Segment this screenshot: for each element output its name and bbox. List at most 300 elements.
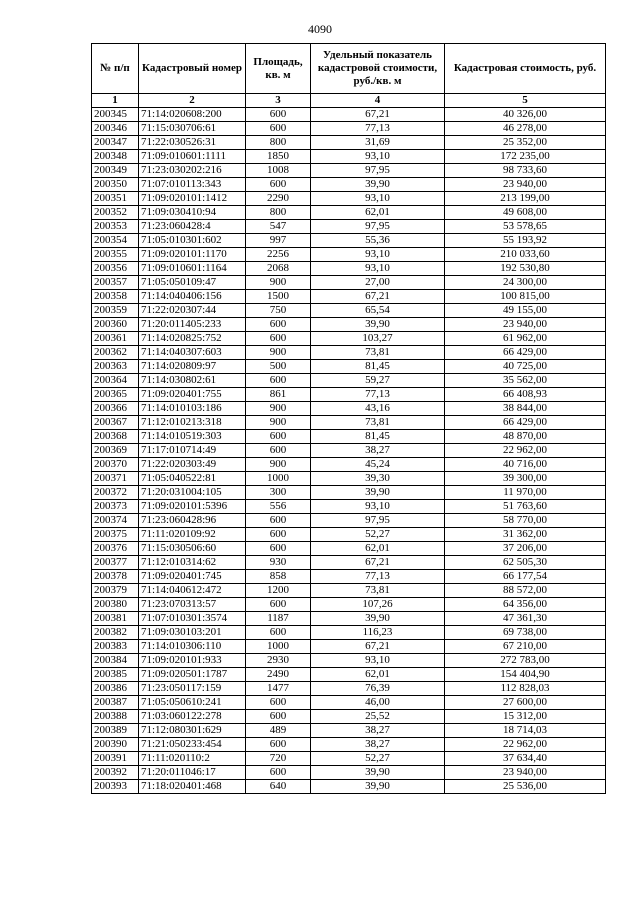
specific-value: 93,10 (311, 654, 445, 668)
area: 600 (246, 444, 311, 458)
specific-value: 39,90 (311, 318, 445, 332)
specific-value: 67,21 (311, 108, 445, 122)
cadastral-value: 35 562,00 (445, 374, 606, 388)
table-row (92, 500, 606, 514)
specific-value: 43,16 (311, 402, 445, 416)
area: 489 (246, 724, 311, 738)
table-body (92, 94, 606, 794)
table-row (92, 430, 606, 444)
cadastral-value: 22 962,00 (445, 738, 606, 752)
cadastral-value: 112 828,03 (445, 682, 606, 696)
table-row (92, 556, 606, 570)
column-number: 3 (246, 94, 311, 108)
area: 1850 (246, 150, 311, 164)
table-row (92, 262, 606, 276)
row-number: 200349 (92, 164, 139, 178)
row-number: 200365 (92, 388, 139, 402)
area: 600 (246, 626, 311, 640)
table-row (92, 276, 606, 290)
cadastral-value: 39 300,00 (445, 472, 606, 486)
row-number: 200377 (92, 556, 139, 570)
area: 600 (246, 528, 311, 542)
cadastral-value: 67 210,00 (445, 640, 606, 654)
cadastral-number: 71:12:010213:318 (139, 416, 246, 430)
header-cadastral-value: Кадастровая стоимость, руб. (445, 44, 606, 94)
column-number: 1 (92, 94, 139, 108)
cadastral-value: 49 155,00 (445, 304, 606, 318)
cadastral-number: 71:22:020303:49 (139, 458, 246, 472)
table-row (92, 122, 606, 136)
cadastral-number: 71:05:040522:81 (139, 472, 246, 486)
area: 600 (246, 108, 311, 122)
specific-value: 116,23 (311, 626, 445, 640)
table-row (92, 346, 606, 360)
area: 1500 (246, 290, 311, 304)
row-number: 200355 (92, 248, 139, 262)
cadastral-number: 71:09:010601:1111 (139, 150, 246, 164)
cadastral-number: 71:14:010103:186 (139, 402, 246, 416)
area: 600 (246, 542, 311, 556)
column-number: 4 (311, 94, 445, 108)
cadastral-value: 25 536,00 (445, 780, 606, 794)
cadastral-value: 23 940,00 (445, 766, 606, 780)
cadastral-number: 71:14:030802:61 (139, 374, 246, 388)
cadastral-value: 47 361,30 (445, 612, 606, 626)
specific-value: 93,10 (311, 248, 445, 262)
specific-value: 77,13 (311, 122, 445, 136)
row-number: 200390 (92, 738, 139, 752)
cadastral-value: 48 870,00 (445, 430, 606, 444)
row-number: 200366 (92, 402, 139, 416)
page-number: 4090 (308, 22, 332, 36)
cadastral-number: 71:23:070313:57 (139, 598, 246, 612)
column-number: 2 (139, 94, 246, 108)
row-number: 200378 (92, 570, 139, 584)
cadastral-number: 71:14:020825:752 (139, 332, 246, 346)
cadastral-number: 71:05:010301:602 (139, 234, 246, 248)
specific-value: 76,39 (311, 682, 445, 696)
cadastral-number: 71:14:040406:156 (139, 290, 246, 304)
cadastral-value: 23 940,00 (445, 318, 606, 332)
row-number: 200371 (92, 472, 139, 486)
area: 2256 (246, 248, 311, 262)
cadastral-number: 71:12:010314:62 (139, 556, 246, 570)
row-number: 200381 (92, 612, 139, 626)
table-row (92, 472, 606, 486)
cadastral-number: 71:07:010113:343 (139, 178, 246, 192)
area: 500 (246, 360, 311, 374)
cadastral-value: 192 530,80 (445, 262, 606, 276)
area: 997 (246, 234, 311, 248)
area: 800 (246, 136, 311, 150)
cadastral-value: 64 356,00 (445, 598, 606, 612)
cadastral-number: 71:17:010714:49 (139, 444, 246, 458)
cadastral-value: 53 578,65 (445, 220, 606, 234)
cadastral-value: 69 738,00 (445, 626, 606, 640)
row-number: 200367 (92, 416, 139, 430)
specific-value: 39,90 (311, 178, 445, 192)
table-row (92, 374, 606, 388)
row-number: 200385 (92, 668, 139, 682)
cadastral-value: 100 815,00 (445, 290, 606, 304)
cadastral-value: 51 763,60 (445, 500, 606, 514)
area: 600 (246, 696, 311, 710)
specific-value: 73,81 (311, 346, 445, 360)
table-row (92, 220, 606, 234)
area: 600 (246, 332, 311, 346)
specific-value: 107,26 (311, 598, 445, 612)
specific-value: 39,90 (311, 486, 445, 500)
specific-value: 38,27 (311, 738, 445, 752)
area: 1200 (246, 584, 311, 598)
row-number: 200360 (92, 318, 139, 332)
cadastral-number: 71:23:050117:159 (139, 682, 246, 696)
table-row (92, 150, 606, 164)
table-row (92, 458, 606, 472)
table-row (92, 416, 606, 430)
row-number: 200389 (92, 724, 139, 738)
area: 2068 (246, 262, 311, 276)
cadastral-number: 71:09:020101:1170 (139, 248, 246, 262)
row-number: 200392 (92, 766, 139, 780)
cadastral-value: 31 362,00 (445, 528, 606, 542)
cadastral-value: 154 404,90 (445, 668, 606, 682)
specific-value: 38,27 (311, 724, 445, 738)
cadastral-value: 172 235,00 (445, 150, 606, 164)
row-number: 200350 (92, 178, 139, 192)
cadastral-number: 71:09:020401:755 (139, 388, 246, 402)
cadastral-number: 71:14:010306:110 (139, 640, 246, 654)
specific-value: 55,36 (311, 234, 445, 248)
area: 800 (246, 206, 311, 220)
table-row (92, 696, 606, 710)
cadastral-value: 40 725,00 (445, 360, 606, 374)
area: 600 (246, 122, 311, 136)
area: 600 (246, 374, 311, 388)
table-row (92, 766, 606, 780)
specific-value: 93,10 (311, 500, 445, 514)
table-row (92, 234, 606, 248)
cadastral-number: 71:09:030410:94 (139, 206, 246, 220)
specific-value: 62,01 (311, 542, 445, 556)
table-row (92, 402, 606, 416)
specific-value: 39,90 (311, 612, 445, 626)
table-row (92, 738, 606, 752)
cadastral-value: 272 783,00 (445, 654, 606, 668)
area: 600 (246, 598, 311, 612)
cadastral-number: 71:22:030526:31 (139, 136, 246, 150)
specific-value: 65,54 (311, 304, 445, 318)
area: 547 (246, 220, 311, 234)
specific-value: 81,45 (311, 430, 445, 444)
area: 600 (246, 514, 311, 528)
area: 600 (246, 738, 311, 752)
table-row (92, 724, 606, 738)
area: 750 (246, 304, 311, 318)
row-number: 200370 (92, 458, 139, 472)
table-row (92, 710, 606, 724)
table-row (92, 668, 606, 682)
table-row (92, 332, 606, 346)
cadastral-value: 66 429,00 (445, 416, 606, 430)
specific-value: 103,27 (311, 332, 445, 346)
cadastral-value: 55 193,92 (445, 234, 606, 248)
area: 600 (246, 766, 311, 780)
header-specific-value: Удельный показатель кадастровой стоимости, руб./кв. м (311, 44, 445, 94)
cadastral-value: 37 634,40 (445, 752, 606, 766)
column-number-row (92, 94, 606, 108)
header-cadastral-number: Кадастровый номер (139, 44, 246, 94)
cadastral-value: 27 600,00 (445, 696, 606, 710)
cadastral-value: 98 733,60 (445, 164, 606, 178)
cadastral-number: 71:09:020401:745 (139, 570, 246, 584)
table-row (92, 612, 606, 626)
cadastral-number: 71:20:011046:17 (139, 766, 246, 780)
row-number: 200358 (92, 290, 139, 304)
cadastral-number: 71:09:020101:933 (139, 654, 246, 668)
table-row (92, 360, 606, 374)
cadastral-number: 71:20:011405:233 (139, 318, 246, 332)
row-number: 200393 (92, 780, 139, 794)
row-number: 200391 (92, 752, 139, 766)
area: 858 (246, 570, 311, 584)
cadastral-number: 71:23:060428:4 (139, 220, 246, 234)
cadastral-value: 22 962,00 (445, 444, 606, 458)
row-number: 200380 (92, 598, 139, 612)
row-number: 200368 (92, 430, 139, 444)
specific-value: 67,21 (311, 556, 445, 570)
table-row (92, 514, 606, 528)
row-number: 200353 (92, 220, 139, 234)
specific-value: 45,24 (311, 458, 445, 472)
cadastral-number: 71:09:020501:1787 (139, 668, 246, 682)
cadastral-value: 46 278,00 (445, 122, 606, 136)
cadastral-number: 71:14:020608:200 (139, 108, 246, 122)
header-area: Площадь, кв. м (246, 44, 311, 94)
specific-value: 77,13 (311, 388, 445, 402)
row-number: 200364 (92, 374, 139, 388)
row-number: 200354 (92, 234, 139, 248)
cadastral-number: 71:11:020110:2 (139, 752, 246, 766)
row-number: 200373 (92, 500, 139, 514)
cadastral-value: 38 844,00 (445, 402, 606, 416)
table-row (92, 598, 606, 612)
row-number: 200376 (92, 542, 139, 556)
row-number: 200379 (92, 584, 139, 598)
cadastral-number: 71:09:020101:1412 (139, 192, 246, 206)
cadastral-value: 58 770,00 (445, 514, 606, 528)
row-number: 200375 (92, 528, 139, 542)
table-row (92, 444, 606, 458)
specific-value: 67,21 (311, 640, 445, 654)
cadastral-number: 71:21:050233:454 (139, 738, 246, 752)
specific-value: 77,13 (311, 570, 445, 584)
specific-value: 93,10 (311, 150, 445, 164)
area: 600 (246, 178, 311, 192)
area: 900 (246, 416, 311, 430)
row-number: 200352 (92, 206, 139, 220)
area: 600 (246, 710, 311, 724)
specific-value: 73,81 (311, 584, 445, 598)
area: 600 (246, 318, 311, 332)
table-row (92, 290, 606, 304)
table-row (92, 388, 606, 402)
area: 930 (246, 556, 311, 570)
table-row (92, 542, 606, 556)
area: 2290 (246, 192, 311, 206)
row-number: 200369 (92, 444, 139, 458)
cadastral-number: 71:14:040612:472 (139, 584, 246, 598)
header-row (92, 44, 606, 94)
row-number: 200363 (92, 360, 139, 374)
area: 1008 (246, 164, 311, 178)
cadastral-table (91, 43, 606, 794)
specific-value: 39,30 (311, 472, 445, 486)
specific-value: 97,95 (311, 514, 445, 528)
table-row (92, 682, 606, 696)
specific-value: 31,69 (311, 136, 445, 150)
specific-value: 39,90 (311, 766, 445, 780)
cadastral-number: 71:18:020401:468 (139, 780, 246, 794)
cadastral-number: 71:05:050610:241 (139, 696, 246, 710)
specific-value: 38,27 (311, 444, 445, 458)
table-row (92, 164, 606, 178)
specific-value: 39,90 (311, 780, 445, 794)
area: 900 (246, 346, 311, 360)
cadastral-value: 40 716,00 (445, 458, 606, 472)
header-number: № п/п (92, 44, 139, 94)
cadastral-value: 23 940,00 (445, 178, 606, 192)
area: 720 (246, 752, 311, 766)
cadastral-value: 66 429,00 (445, 346, 606, 360)
specific-value: 25,52 (311, 710, 445, 724)
specific-value: 93,10 (311, 262, 445, 276)
cadastral-number: 71:09:010601:1164 (139, 262, 246, 276)
area: 1000 (246, 640, 311, 654)
row-number: 200348 (92, 150, 139, 164)
area: 300 (246, 486, 311, 500)
row-number: 200384 (92, 654, 139, 668)
row-number: 200351 (92, 192, 139, 206)
cadastral-number: 71:09:030103:201 (139, 626, 246, 640)
table-row (92, 486, 606, 500)
table-row (92, 304, 606, 318)
specific-value: 62,01 (311, 668, 445, 682)
area: 861 (246, 388, 311, 402)
cadastral-value: 213 199,00 (445, 192, 606, 206)
cadastral-value: 62 505,30 (445, 556, 606, 570)
area: 600 (246, 430, 311, 444)
area: 1187 (246, 612, 311, 626)
cadastral-value: 25 352,00 (445, 136, 606, 150)
cadastral-value: 88 572,00 (445, 584, 606, 598)
cadastral-value: 15 312,00 (445, 710, 606, 724)
cadastral-number: 71:15:030506:60 (139, 542, 246, 556)
row-number: 200387 (92, 696, 139, 710)
cadastral-number: 71:09:020101:5396 (139, 500, 246, 514)
row-number: 200383 (92, 640, 139, 654)
specific-value: 27,00 (311, 276, 445, 290)
cadastral-number: 71:20:031004:105 (139, 486, 246, 500)
cadastral-value: 66 177,54 (445, 570, 606, 584)
cadastral-value: 61 962,00 (445, 332, 606, 346)
cadastral-number: 71:23:030202:216 (139, 164, 246, 178)
cadastral-number: 71:14:040307:603 (139, 346, 246, 360)
table-row (92, 570, 606, 584)
table-row (92, 318, 606, 332)
table-row (92, 192, 606, 206)
cadastral-number: 71:15:030706:61 (139, 122, 246, 136)
table-row (92, 206, 606, 220)
row-number: 200347 (92, 136, 139, 150)
table-row (92, 248, 606, 262)
area: 2930 (246, 654, 311, 668)
cadastral-number: 71:23:060428:96 (139, 514, 246, 528)
cadastral-value: 40 326,00 (445, 108, 606, 122)
area: 556 (246, 500, 311, 514)
row-number: 200359 (92, 304, 139, 318)
specific-value: 81,45 (311, 360, 445, 374)
table-row (92, 528, 606, 542)
cadastral-number: 71:07:010301:3574 (139, 612, 246, 626)
specific-value: 46,00 (311, 696, 445, 710)
cadastral-number: 71:14:010519:303 (139, 430, 246, 444)
specific-value: 73,81 (311, 416, 445, 430)
row-number: 200374 (92, 514, 139, 528)
specific-value: 97,95 (311, 164, 445, 178)
specific-value: 93,10 (311, 192, 445, 206)
table-row (92, 780, 606, 794)
cadastral-number: 71:22:020307:44 (139, 304, 246, 318)
cadastral-number: 71:03:060122:278 (139, 710, 246, 724)
table-row (92, 752, 606, 766)
cadastral-value: 24 300,00 (445, 276, 606, 290)
cadastral-value: 66 408,93 (445, 388, 606, 402)
table-row (92, 178, 606, 192)
row-number: 200345 (92, 108, 139, 122)
cadastral-value: 11 970,00 (445, 486, 606, 500)
cadastral-number: 71:05:050109:47 (139, 276, 246, 290)
specific-value: 97,95 (311, 220, 445, 234)
specific-value: 59,27 (311, 374, 445, 388)
area: 900 (246, 276, 311, 290)
cadastral-value: 37 206,00 (445, 542, 606, 556)
specific-value: 52,27 (311, 752, 445, 766)
table-row (92, 108, 606, 122)
area: 900 (246, 458, 311, 472)
table-row (92, 136, 606, 150)
table-row (92, 584, 606, 598)
row-number: 200386 (92, 682, 139, 696)
row-number: 200356 (92, 262, 139, 276)
area: 1477 (246, 682, 311, 696)
row-number: 200346 (92, 122, 139, 136)
area: 1000 (246, 472, 311, 486)
cadastral-value: 49 608,00 (445, 206, 606, 220)
row-number: 200372 (92, 486, 139, 500)
cadastral-number: 71:12:080301:629 (139, 724, 246, 738)
row-number: 200362 (92, 346, 139, 360)
table-row (92, 654, 606, 668)
row-number: 200388 (92, 710, 139, 724)
area: 2490 (246, 668, 311, 682)
specific-value: 52,27 (311, 528, 445, 542)
cadastral-number: 71:11:020109:92 (139, 528, 246, 542)
area: 640 (246, 780, 311, 794)
row-number: 200382 (92, 626, 139, 640)
row-number: 200357 (92, 276, 139, 290)
cadastral-value: 210 033,60 (445, 248, 606, 262)
